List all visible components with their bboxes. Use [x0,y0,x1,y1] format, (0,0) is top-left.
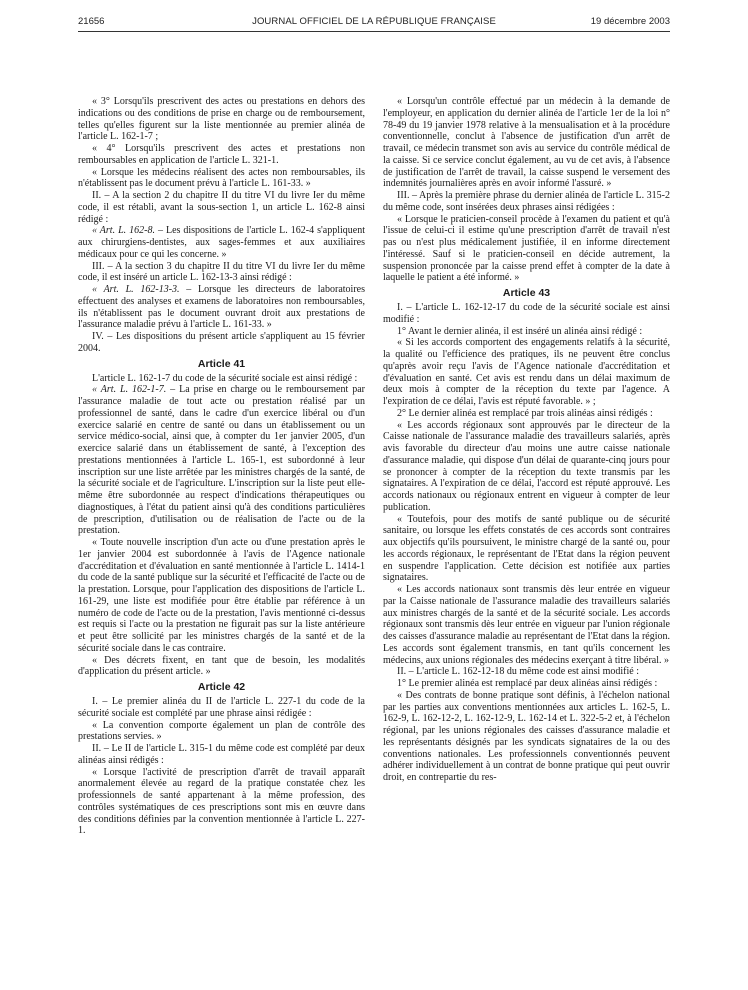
paragraph: II. – Le II de l'article L. 315-1 du même code est complété par deux alinéas ainsi rédigés : [78,743,365,766]
right-column [383,96,670,784]
journal-title: JOURNAL OFFICIEL DE LA RÉPUBLIQUE FRANÇAISE [252,16,496,27]
paragraph: « Art. L. 162-8. – Les dispositions de l'article L. 162-4 s'appliquent aux chirurgiens-dentistes, aux sages-femmes et aux auxiliaires médicaux pour ce qui les concerne. » [78,225,365,260]
left-column [78,96,365,837]
paragraph: « Toutefois, pour des motifs de santé publique ou de sécurité sanitaire, ou lorsque les effets constatés de ces accords sont contraires aux objectifs qu'ils poursuivent, le ministre chargé de la santé ou, pour les accords régionaux, le représentant de l'Etat dans la région peuvent en suspendre l'application. Cette décision est notifiée aux parties signataires. [383,513,670,584]
issue-date: 19 décembre 2003 [590,16,670,27]
paragraph: L'article L. 162-1-7 du code de la sécurité sociale est ainsi rédigé : [92,372,358,384]
paragraph: III. – Après la première phrase du dernier alinéa de l'article L. 315-2 du même code, sont insérées deux phrases ainsi rédigées : [383,190,670,213]
paragraph: « Les accords nationaux sont transmis dès leur entrée en vigueur par la Caisse nationale de l'assurance maladie des travailleurs salariés aux ministres chargés de la santé et de la sécurité sociale. Les accords régionaux sont transmis dès leur entrée en vigueur par l'union régionale des caisses d'assurance maladie au représentant de l'Etat dans la région. Les accords sont également transmis, en tant qu'ils concernent les médecins, aux unions régionales des médecins exerçant à titre libéral. » [383,584,670,666]
paragraph: « Lorsque le praticien-conseil procède à l'examen du patient et qu'à l'issue de celui-ci il estime qu'une prescription d'arrêt de travail n'est pas ou n'est plus médicalement justifiée, il en informe directement l'intéressé. Sauf si le praticien-conseil en décide autrement, la suspension prononcée par la caisse prend effet à compter de la date à laquelle le patient a été informé. » [383,213,670,284]
article-reference: « Art. L. 162-13-3. [92,284,180,295]
paragraph: « La convention comporte également un plan de contrôle des prestations servies. » [78,719,365,743]
paragraph: « Des décrets fixent, en tant que de besoin, les modalités d'application du présent article. » [78,654,365,678]
page-header [78,13,670,29]
article-heading: Article 42 [197,681,246,693]
paragraph: II. – L'article L. 162-12-18 du même code est ainsi modifié : [397,666,640,678]
page-number: 21656 [78,16,105,27]
paragraph: « Toute nouvelle inscription d'un acte ou d'une prestation après le 1er janvier 2004 est subordonnée à l'avis de l'Agence nationale d'accréditation et d'évaluation en santé mentionnée à l'article L. 1414-1 du code de la santé publique sur la sécurité et l'efficacité de l'acte ou de la prestation. Lorsque, pour l'application des dispositions de l'article L. 161-29, une liste est modifiée pour être établie par référence à un numéro de code de l'acte ou de la prestation, l'avis mentionné ci-dessus est requis si l'acte ou la prestation ne figurait pas sur la liste antérieure et peut être sollicité par les ministres chargés de la santé et de la sécurité sociale dans le cas contraire. [78,537,365,654]
article-reference: « Art. L. 162-1-7. [92,384,167,396]
paragraph: « Art. L. 162-1-7. – La prise en charge ou le remboursement par l'assurance maladie de tout acte ou prestation réalisé par un professionnel de santé, dans le cadre d'un exercice libéral ou d'un exercice salarié en centre de santé ou dans un établissement ou un service médico-social, ainsi que, à compter du 1er janvier 2005, d'un exercice salarié dans un établissement de santé, à l'exception des prestations mentionnées à l'article L. 165-1, est subordonné à leur inscription sur une liste arrêtée par les ministres chargés de la santé, de la sécurité sociale et de l'agriculture. L'inscription sur la liste peut elle-même être subordonnée au respect d'indications thérapeutiques ou diagnostiques, à l'état du patient ainsi qu'à des conditions particulières de prescription, d'utilisation ou de réalisation de l'acte ou de la prestation. [78,384,365,537]
paragraph: « Lorsque les médecins réalisent des actes non remboursables, ils n'établissent pas le document prévu à l'article L. 161-33. » [78,166,365,190]
paragraph: 1° Le premier alinéa est remplacé par deux alinéas ainsi rédigés : [397,678,658,689]
paragraph: « Art. L. 162-13-3. – Lorsque les directeurs de laboratoires effectuent des analyses et examens de laboratoires non remboursables, ils n'établissent pas le document ouvrant droit aux prestations de l'assurance maladie prévu à l'article L. 161-33. » [78,284,365,331]
article-heading: Article 43 [502,287,551,299]
paragraph: III. – A la section 3 du chapitre II du titre VI du livre Ier du même code, il est inséré un article L. 162-13-3 ainsi rédigé : [78,260,365,284]
paragraph: « Si les accords comportent des engagements relatifs à la sécurité, la qualité ou l'efficience des pratiques, ils ne peuvent être conclus qu'après avoir reçu l'avis de l'Agence nationale d'accréditation et d'évaluation en santé. Cet avis est rendu dans un délai maximum de deux mois à compter de la réception du texte par l'agence. A l'expiration de ce délai, l'avis est réputé favorable. » ; [383,337,670,407]
header-rule [78,31,670,32]
paragraph: I. – L'article L. 162-12-17 du code de la sécurité sociale est ainsi modifié : [383,302,670,325]
paragraph: « 3° Lorsqu'ils prescrivent des actes ou prestations en dehors des indications ou des conditions de prise en charge ou de remboursement, telles qu'elles figurent sur la liste mentionnée au premier alinéa de l'article L. 162-1-7 ; [78,96,365,143]
paragraph: « Des contrats de bonne pratique sont définis, à l'échelon national par les parties aux conventions mentionnées aux articles L. 162-5, L. 162-9, L. 162-12-2, L. 162-12-9, L. 162-14 et L. 322-5-2 et, à l'échelon régional, par les unions régionales des caisses d'assurance maladie et les représentants désignés par les syndicats signataires de la ou des conventions nationales. Les professionnels conventionnés peuvent adhérer individuellement à un contrat de bonne pratique qui peut ouvrir droit, en contrepartie du res- [383,689,670,783]
paragraph: « Lorsqu'un contrôle effectué par un médecin à la demande de l'employeur, en application du dernier alinéa de l'article 1er de la loi n° 78-49 du 19 janvier 1978 relative à la mensualisation et à la procédure conventionnelle, conclut à l'absence de justification d'un arrêt de travail, ce médecin transmet son avis au service du contrôle médical de la caisse. Si ce service conclut également, au vu de cet avis, à l'absence de justification de l'arrêt de travail, la caisse suspend le versement des indemnités journalières après en avoir informé l'assuré. » [383,96,670,190]
article-reference: « Art. L. 162-8. [92,225,155,237]
article-heading: Article 41 [197,357,246,370]
paragraph: « Les accords régionaux sont approuvés par le directeur de la Caisse nationale de l'assurance maladie des travailleurs salariés, après avis favorable du directeur d'au moins une autre caisse nationale d'assurance maladie, qui dispose d'un délai de quarante-cinq jours pour se prononcer à compter de la réception du texte transmis par les signataires. A l'expiration de ce délai, l'accord est réputé approuvé. Les accords nationaux ou régionaux entrent en vigueur à compter de leur publication. [383,419,670,513]
paragraph: 2° Le dernier alinéa est remplacé par trois alinéas ainsi rédigés : [397,407,653,419]
paragraph: « Lorsque l'activité de prescription d'arrêt de travail apparaît anormalement élevée au regard de la pratique constatée chez les professionnels de santé appartenant à la même profession, des contrôles systématiques de ces prescriptions sont mis en œuvre dans des conditions définies par la convention mentionnée à l'article L. 227-1. [78,766,365,837]
paragraph: I. – Le premier alinéa du II de l'article L. 227-1 du code de la sécurité sociale est complété par une phrase ainsi rédigée : [78,696,365,719]
paragraph: II. – A la section 2 du chapitre II du titre VI du livre Ier du même code, il est rétabli, avant la sous-section 1, un article L. 162-8 ainsi rédigé : [78,190,365,225]
paragraph: 1° Avant le dernier alinéa, il est inséré un alinéa ainsi rédigé : [397,325,643,337]
paragraph: IV. – Les dispositions du présent article s'appliquent au 15 février 2004. [78,331,365,354]
paragraph: « 4° Lorsqu'ils prescrivent des actes et prestations non remboursables en application de l'article L. 321-1. [78,143,365,166]
